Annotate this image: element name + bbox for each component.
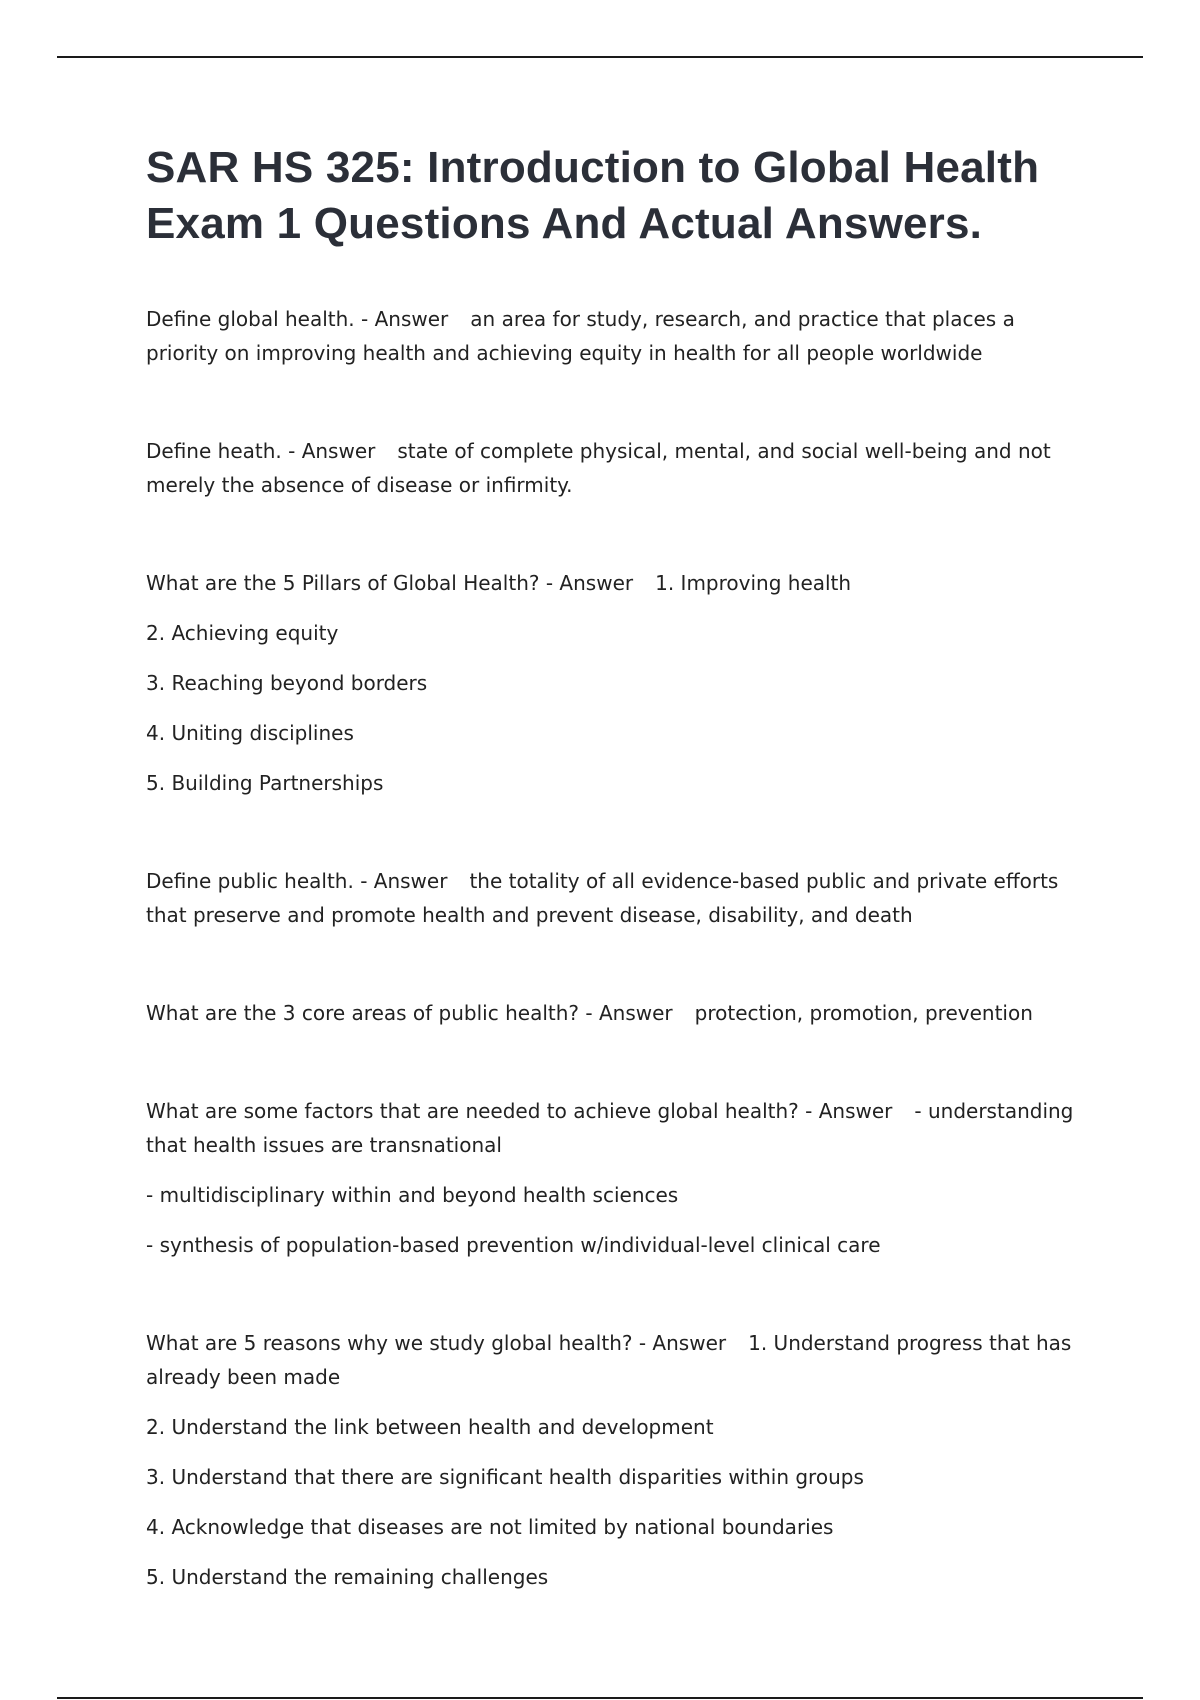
answer-text: the totality of all evidence-based public and private efforts that preserve and promote health and prevent disease, disability, and death <box>146 869 1059 927</box>
answer-marker: - Answer <box>360 869 448 893</box>
bottom-rule <box>57 1697 1143 1699</box>
qa-item <box>146 864 1086 932</box>
qa-item <box>146 434 1086 502</box>
question-text: What are the 3 core areas of public health? <box>146 1001 580 1025</box>
answer-line: - synthesis of population-based prevention w/individual-level clinical care <box>146 1233 881 1257</box>
answer-text: 1. Understand progress that has already been made <box>146 1331 1072 1389</box>
qa-question-line <box>146 1326 1086 1394</box>
answer-text: an area for study, research, and practice that places a priority on improving health and achieving equity in health for all people worldwide <box>146 307 1015 365</box>
qa-item <box>146 302 1086 370</box>
answer-marker: - Answer <box>288 439 376 463</box>
question-text: Define public health. <box>146 869 354 893</box>
answer-text: 1. Improving health <box>655 571 852 595</box>
qa-question-line <box>146 1094 1086 1162</box>
answer-line: - multidisciplinary within and beyond health sciences <box>146 1183 679 1207</box>
answer-line: 3. Understand that there are significant health disparities within groups <box>146 1465 864 1489</box>
answer-marker: - Answer <box>638 1331 727 1355</box>
question-text: What are 5 reasons why we study global health? <box>146 1331 633 1355</box>
answer-line: 5. Understand the remaining challenges <box>146 1565 549 1589</box>
question-text: Define heath. <box>146 439 282 463</box>
qa-question-line <box>146 864 1086 932</box>
document-title: SAR HS 325: Introduction to Global Health Exam 1 Questions And Actual Answers. <box>146 143 1040 248</box>
answer-marker: - Answer <box>545 571 634 595</box>
answer-marker: - Answer <box>805 1099 893 1123</box>
answer-marker: - Answer <box>585 1001 673 1025</box>
qa-question-line <box>146 434 1086 502</box>
qa-item <box>146 1094 1086 1262</box>
qa-item <box>146 566 1086 800</box>
answer-line: 4. Uniting disciplines <box>146 721 354 745</box>
qa-item <box>146 996 1086 1030</box>
answer-marker: - Answer <box>361 307 449 331</box>
answer-line: 5. Building Partnerships <box>146 771 384 795</box>
answer-text: protection, promotion, prevention <box>694 1001 1033 1025</box>
top-rule <box>57 56 1143 58</box>
qa-item <box>146 1326 1086 1594</box>
answer-text: - understanding that health issues are transnational <box>146 1099 1074 1157</box>
qa-question-line <box>146 566 1086 600</box>
answer-line: 3. Reaching beyond borders <box>146 671 428 695</box>
answer-line: 4. Acknowledge that diseases are not limited by national boundaries <box>146 1515 834 1539</box>
qa-list <box>146 302 1086 1594</box>
question-text: Define global health. <box>146 307 355 331</box>
answer-line: 2. Understand the link between health and development <box>146 1415 714 1439</box>
answer-line: 2. Achieving equity <box>146 621 339 645</box>
question-text: What are the 5 Pillars of Global Health? <box>146 571 540 595</box>
qa-question-line <box>146 996 1086 1030</box>
document-body <box>146 140 1086 1594</box>
question-text: What are some factors that are needed to achieve global health? <box>146 1099 799 1123</box>
qa-question-line <box>146 302 1086 370</box>
answer-text: state of complete physical, mental, and social well-being and not merely the absence of disease or infirmity. <box>146 439 1051 497</box>
